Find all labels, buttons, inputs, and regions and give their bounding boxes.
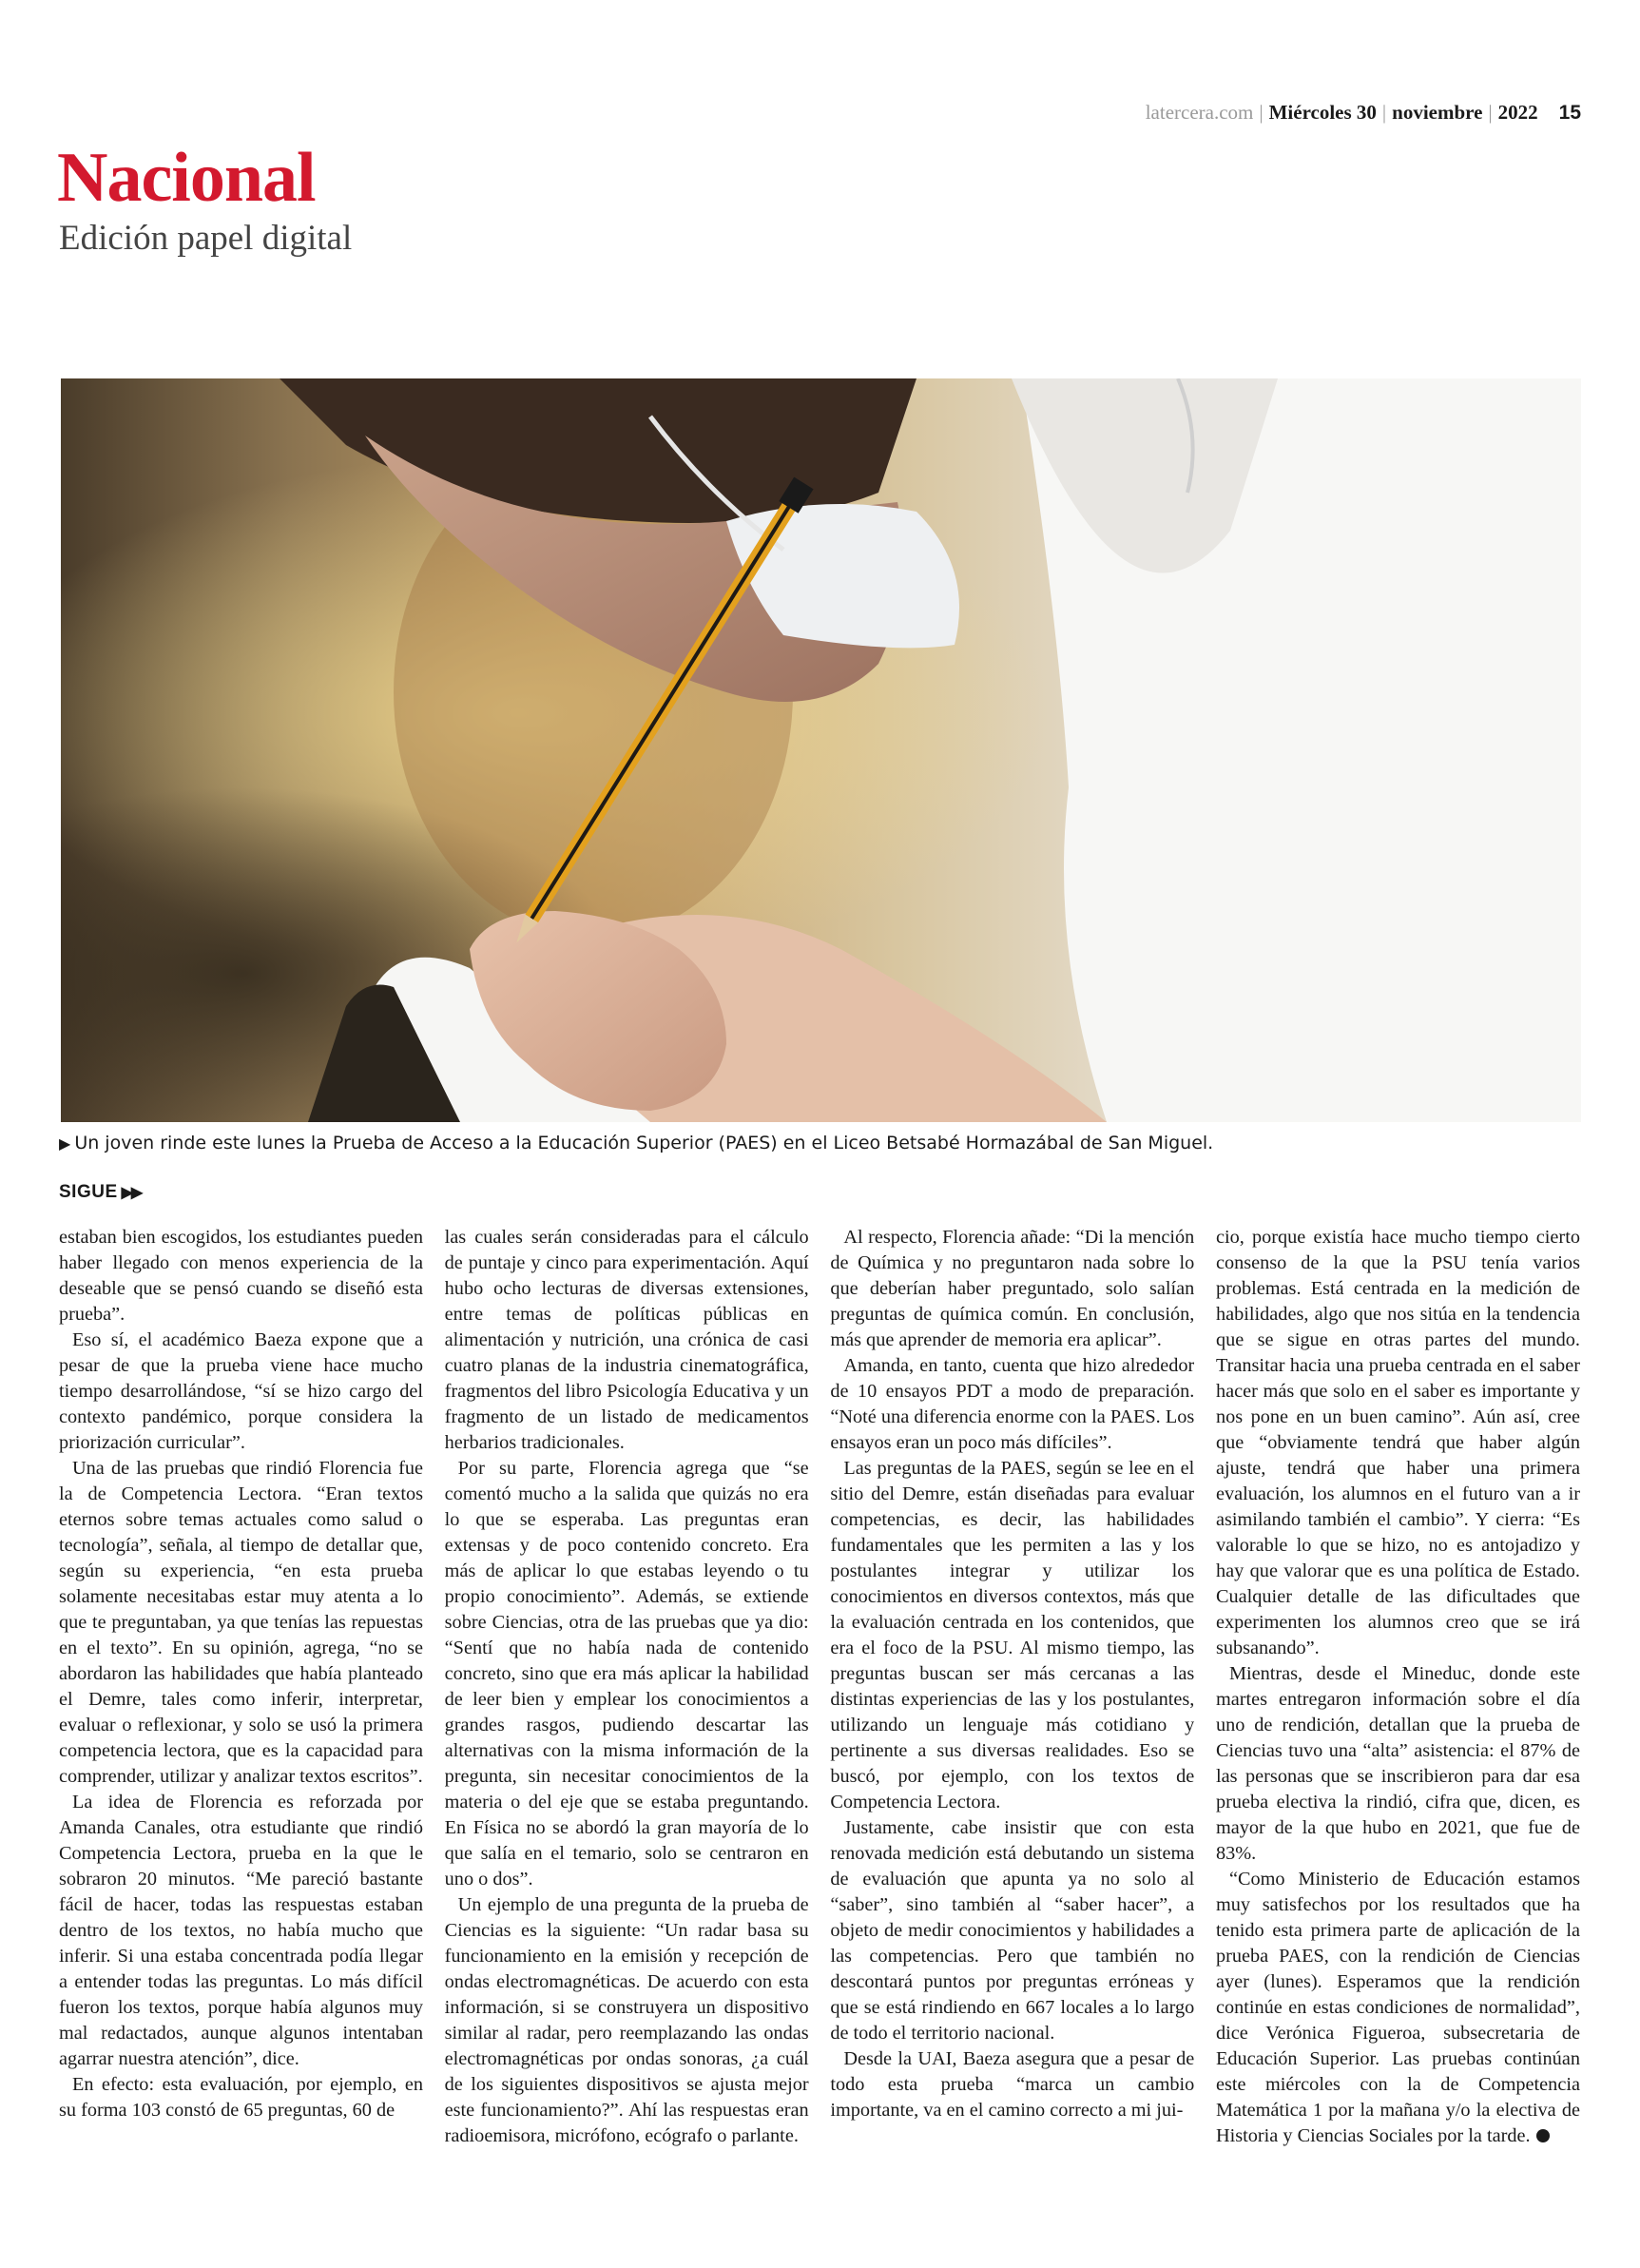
paragraph-text: “Como Ministerio de Educación estamos muy satisfechos por los resultados que ha tenido esta primera parte de aplicación de la prueba PAES, con la rendición de Ciencias ayer (lunes). Esperamos que la rendición continúe en estas condiciones de normalidad”, dice Verónica Figueroa, subsecretaria de Educación Superior. Las pruebas continúan este miércoles con la de Competencia Matemática 1 por la mañana y/o la electiva de Historia y Ciencias Sociales por la tarde. xyxy=(1215,1869,1580,2146)
paragraph xyxy=(1216,1867,1580,2149)
header-separator: | xyxy=(1488,101,1493,124)
article-column-3 xyxy=(830,1225,1194,2195)
site-name[interactable]: latercera.com xyxy=(1145,101,1254,124)
student-writing-photo xyxy=(61,378,1581,1122)
paragraph: cio, porque existía hace mucho tiempo cierto consenso de la que la PSU tenía varios problemas. Está centrada en la medición de habilidades, algo que nos sitúa en la tendencia que se sigue en otras partes del mundo. Transitar hacia una prueba centrada en el saber hacer más que solo en el saber es importante y nos pone en un buen camino”. Aún así, cree que “obviamente tendrá que haber algún ajuste, tendrá que haber una primera evaluación, los alumnos en el futuro van a ir asimilando también el cambio”. Y cierra: “Es valorable lo que se hizo, no es antojadizo y hay que valorar que es una política de Estado. Cualquier detalle de las dificultades que experimenten los alumnos creo que se irá subsanando”. xyxy=(1215,1227,1580,1658)
paragraph: Las preguntas de la PAES, según se lee en el sitio del Demre, están diseñadas para evaluar competencias, es decir, las habilidades fundamentales que les permiten a las y los postulantes integrar y utilizar los conocimientos en diversos contextos, más que la evaluación centrada en los contenidos, que era el foco de la PSU. Al mismo tiempo, las preguntas buscan ser más cercanas a las distintas experiencias de las y los postulantes, utilizando un lenguaje más cotidiano y pertinente a sus diversas realidades. Eso se buscó, por ejemplo, con los textos de Competencia Lectora. xyxy=(830,1458,1195,1812)
paragraph: La idea de Florencia es reforzada por Amanda Canales, otra estudiante que rindió Competencia Lectora, prueba en la que le sobraron 20 minutos. “Me pareció bastante fácil de hacer, todas las respuestas estaban dentro de los textos, no había mucho que inferir. Si una estaba concentrada podía llegar a entender todas las preguntas. Lo más difícil fueron los textos, porque había algunos muy mal redactados, aunque algunos intentaban agarrar nuestra atención”, dice. xyxy=(59,1792,423,2069)
header-separator: | xyxy=(1381,101,1387,124)
continuation-label: SIGUE xyxy=(59,1182,118,1202)
page-number: 15 xyxy=(1558,102,1581,124)
paragraph: Por su parte, Florencia agrega que “se comentó mucho a la salida que quizás no era lo que se esperaba. Las preguntas eran extensas y de poco contenido concreto. Era más de aplicar lo que estabas leyendo o tu propio conocimiento”. Además, se extiende sobre Ciencias, otra de las pruebas que ya dio: “Sentí que no había nada de contenido concreto, sino que era más aplicar la habilidad de leer bien y emplear los conocimientos a grandes rasgos, pudiendo descartar las alternativas con la misma información de la pregunta, sin necesitar conocimientos de la materia o del eje que se estaba preguntando. En Física no se abordó la gran mayoría de lo que salía en el temario, solo se centraron en uno o dos”. xyxy=(444,1458,809,1890)
section-subtitle: Edición papel digital xyxy=(59,219,353,258)
photo-caption xyxy=(59,1132,1580,1155)
continuation-marker xyxy=(59,1182,141,1203)
paragraph: Justamente, cabe insistir que con esta renovada medición está debutando un sistema de evaluación que apunta ya no solo al “saber”, sino también al “saber hacer”, a objeto de medir conocimientos y habilidades a las competencias. Pero que también no descontará puntos por preguntas erróneas y que se está rindiendo en 667 locales a lo largo de todo el territorio nacional. xyxy=(830,1817,1195,2044)
page-header xyxy=(1146,101,1581,125)
article-column-1 xyxy=(59,1225,423,2195)
paragraph: las cuales serán consideradas para el cálculo de puntaje y cinco para experimentación. Aquí hubo ocho lecturas de diversas extensiones, entre temas de políticas públicas en alimentación y nutrición, una crónica de casi cuatro planas de la industria cinematográfica, fragmentos del libro Psicología Educativa y un fragmento de un listado de medicamentos herbarios tradicionales. xyxy=(444,1227,809,1453)
article-column-4 xyxy=(1216,1225,1580,2195)
header-year: 2022 xyxy=(1497,101,1538,124)
paragraph: En efecto: esta evaluación, por ejemplo, en su forma 103 constó de 65 preguntas, 60 de xyxy=(59,2074,423,2121)
paragraph: Una de las pruebas que rindió Florencia fue la de Competencia Lectora. “Eran textos eternos sobre temas actuales como salud o tecnología”, señala, al tiempo de detallar que, según su experiencia, “en esta prueba solamente necesitabas estar muy atenta a lo que te preguntaban, ya que tenías las repuestas en el texto”. En su opinión, agrega, “no se abordaron las habilidades que había planteado el Demre, tales como inferir, interpretar, evaluar o reflexionar, y solo se usó la primera competencia lectora, que es la capacidad para comprender, utilizar y analizar textos escritos”. xyxy=(59,1458,423,1787)
paragraph: Al respecto, Florencia añade: “Di la mención de Química y no preguntaron nada sobre lo que deberían haber preguntado, solo salían preguntas de química común. En conclusión, más que aprender de memoria era aplicar”. xyxy=(830,1227,1195,1350)
paragraph: Eso sí, el académico Baeza expone que a pesar de que la prueba viene hace mucho tiempo desarrollándose, “sí se hizo cargo del contexto pandémico, porque considera la priorización curricular”. xyxy=(59,1329,423,1453)
header-month: noviembre xyxy=(1392,101,1483,124)
paragraph: estaban bien escogidos, los estudiantes pueden haber llegado con menos experiencia de la deseable que se pensó cuando se diseñó esta prueba”. xyxy=(59,1227,423,1325)
paragraph: Un ejemplo de una pregunta de la prueba de Ciencias es la siguiente: “Un radar basa su funcionamiento en la emisión y recepción de ondas electromagnéticas. De acuerdo con esta información, si se construyera un dispositivo similar al radar, pero reemplazando las ondas electromagnéticas por ondas sonoras, ¿a cuál de los siguientes dispositivos se ajusta mejor este funcionamiento?”. Ahí las respuestas eran radioemisora, micrófono, ecógrafo o parlante. xyxy=(444,1894,809,2146)
paragraph: Desde la UAI, Baeza asegura que a pesar de todo esta prueba “marca un cambio importante, va en el camino correcto a mi jui- xyxy=(830,2048,1195,2121)
section-title: Nacional xyxy=(57,139,316,217)
header-separator: | xyxy=(1259,101,1264,124)
double-arrow-icon: ▶▶ xyxy=(121,1185,142,1201)
article-column-2 xyxy=(445,1225,809,2195)
article-photo xyxy=(61,378,1581,1122)
paragraph: Amanda, en tanto, cuenta que hizo alrededor de 10 ensayos PDT a modo de preparación. “Noté una diferencia enorme con la PAES. Los ensayos eran un poco más difíciles”. xyxy=(830,1355,1195,1453)
caption-text: Un joven rinde este lunes la Prueba de Acceso a la Educación Superior (PAES) en el Liceo Betsabé Hormazábal de San Miguel. xyxy=(74,1133,1214,1153)
paragraph: Mientras, desde el Mineduc, donde este martes entregaron información sobre el día uno de rendición, detallan que la prueba de Ciencias tuvo una “alta” asistencia: el 87% de las personas que se inscribieron para dar esa prueba electiva la rindió, cifra que, dicen, es mayor de la que hubo en 2021, que fue de 83%. xyxy=(1215,1663,1580,1864)
caption-arrow-icon: ▶ xyxy=(59,1134,71,1153)
end-of-article-icon xyxy=(1536,2129,1550,2142)
header-day: Miércoles 30 xyxy=(1268,101,1377,124)
article-columns xyxy=(59,1225,1580,2195)
